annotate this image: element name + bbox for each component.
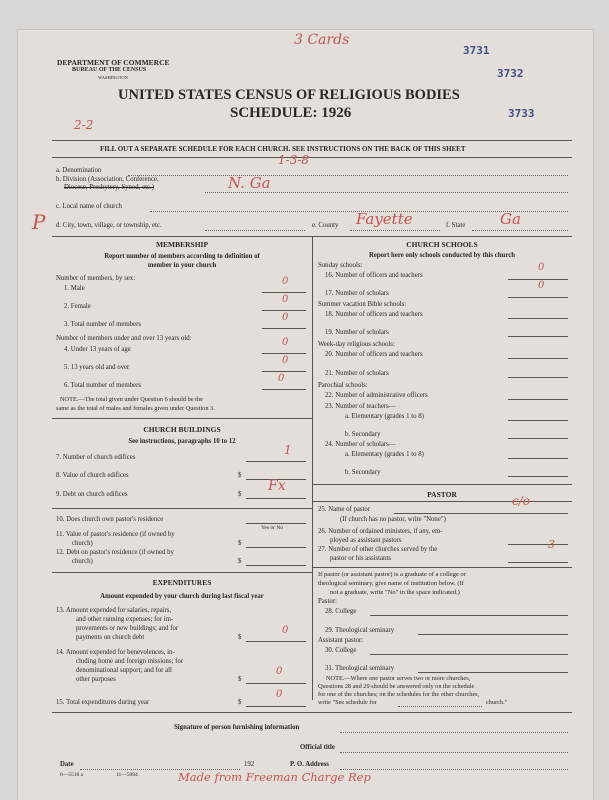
q3-answer: 0 (282, 312, 289, 323)
age-label: Number of members under and over 13 years old: (56, 335, 192, 342)
county-value: Fayette (356, 210, 413, 228)
q2-answer: 0 (282, 294, 289, 305)
q24b-label: b. Secondary (345, 469, 381, 476)
year-label: 192 (244, 761, 255, 768)
buildings-title: CHURCH BUILDINGS (143, 425, 221, 434)
q14-label-4: other purposes (76, 676, 116, 683)
po-address-label: P. O. Address (290, 761, 329, 768)
q6-label: 6. Total number of members (64, 382, 141, 389)
q23-label: 23. Number of teachers— (325, 403, 396, 410)
yes-no-hint: Yes or No (261, 525, 284, 531)
by-sex-label: Number of members, by sex: (56, 275, 136, 282)
city-label: d. City, town, village, or township, etc. (56, 222, 162, 229)
q25-answer: c/o (512, 494, 530, 508)
summer-label: Summer vacation Bible schools: (318, 301, 407, 308)
q16-label: 16. Number of officers and teachers (325, 272, 423, 279)
margin-mark: P (32, 210, 46, 234)
q14-label-2: cluding home and foreign missions; for (76, 658, 184, 665)
dollar-sign: $ (238, 676, 242, 683)
membership-title: MEMBERSHIP (155, 240, 209, 249)
q17-label: 17. Number of scholars (325, 290, 389, 297)
q21-label: 21. Number of scholars (325, 370, 389, 377)
q23b-label: b. Secondary (345, 431, 381, 438)
pastor-title: PASTOR (427, 490, 457, 499)
graduate-note-2: theological seminary, give name of institution below. (If (318, 580, 464, 587)
q13-label-3: provements or new buildings; and for (76, 625, 179, 632)
department-label: DEPARTMENT OF COMMERCE (57, 58, 170, 67)
cards-note: 3 Cards (294, 32, 350, 48)
expenditures-sub: Amount expended by your church during last fiscal year (100, 593, 264, 600)
stamp-number: 3731 (463, 44, 490, 57)
document-title: UNITED STATES CENSUS OF RELIGIOUS BODIES (118, 87, 460, 103)
pastor-note: NOTE.—Where one pastor serves two or more churches, (326, 675, 471, 682)
state-label: f. State (446, 222, 466, 229)
form-number: 6—5518 a (60, 772, 84, 778)
q12-label-2: church) (72, 558, 93, 565)
q27-label-2: pastor or his assistants (330, 555, 391, 562)
print-number: 11—5084 (116, 772, 138, 778)
division-label-2: Diocese, Presbytery, Synod, etc.) (64, 184, 154, 191)
denomination-label: a. Denomination (56, 167, 102, 174)
q14-label-3: denominational support; and for all (76, 667, 172, 674)
graduate-note-3: not a graduate, write "No" in the space indicated.) (330, 589, 460, 596)
dollar-sign: $ (238, 699, 242, 706)
state-value: Ga (500, 210, 521, 228)
q28-label: 28. College (325, 608, 357, 615)
handwritten-note: 2-2 (74, 118, 94, 132)
q4-label: 4. Under 13 years of age (64, 346, 131, 353)
pastor-note-2: Questions 28 and 29 should be answered only on the schedule (318, 683, 475, 690)
q16-answer: 0 (538, 262, 545, 273)
schedule-title: SCHEDULE: 1926 (230, 105, 352, 121)
date-label: Date (60, 761, 74, 768)
q27-answer: 3 (548, 538, 555, 551)
q2-label: 2. Female (64, 303, 91, 310)
dollar-sign: $ (238, 491, 242, 498)
q6-answer: 0 (278, 373, 285, 384)
q27-label: 27. Number of other churches served by the (318, 546, 438, 553)
q14-answer: 0 (276, 666, 283, 677)
q24-label: 24. Number of scholars— (325, 441, 396, 448)
local-name-label: c. Local name of church (56, 203, 122, 210)
q9-label: 9. Debt on church edifices (56, 491, 128, 498)
schools-title: CHURCH SCHOOLS (406, 240, 478, 249)
q11-label: 11. Value of pastor's residence (if owned by (56, 531, 175, 538)
schools-sub: Report here only schools conducted by this church (368, 252, 516, 259)
dollar-sign: $ (238, 634, 242, 641)
q14-label: 14. Amount expended for benevolences, in- (56, 649, 175, 656)
q22-label: 22. Number of administrative officers (325, 392, 428, 399)
q8-label: 8. Value of church edifices (56, 472, 129, 479)
q26-label-2: ployed as assistant pastors (330, 537, 402, 544)
q20-label: 20. Number of officers and teachers (325, 351, 423, 358)
q13-answer: 0 (282, 625, 289, 636)
q5-label: 5. 13 years old and over (64, 364, 130, 371)
county-label: e. County (312, 222, 339, 229)
dollar-sign: $ (238, 558, 242, 565)
q7-answer: 1 (284, 443, 292, 457)
q29-label: 29. Theological seminary (325, 627, 395, 634)
q4-answer: 0 (282, 337, 289, 348)
q5-answer: 0 (282, 355, 289, 366)
dollar-sign: $ (238, 472, 242, 479)
membership-note: NOTE.—The total given under Question 6 should be the (60, 396, 203, 403)
q18-label: 18. Number of officers and teachers (325, 311, 423, 318)
q15-label: 15. Total expenditures during year (56, 699, 150, 706)
q13-label-2: and other running expenses; for im- (76, 616, 174, 623)
official-title-label: Official title (300, 744, 335, 751)
division-value: N. Ga (228, 174, 271, 192)
weekday-label: Week-day religious schools: (318, 341, 395, 348)
membership-note-2: same as the total of males and females given under Question 3. (56, 405, 215, 412)
q15-answer: 0 (276, 689, 283, 700)
handwritten-footer-note: Made from Freeman Charge Rep (178, 770, 371, 784)
pastor-note-5: church." (486, 699, 508, 706)
q7-label: 7. Number of church edifices (56, 454, 136, 461)
stamp-number: 3733 (508, 107, 535, 120)
assistant-label: Assistant pastor: (318, 637, 364, 644)
instruction-banner: FILL OUT A SEPARATE SCHEDULE FOR EACH CHURCH. SEE INSTRUCTIONS ON THE BACK OF THIS SHEET (100, 145, 466, 153)
pastor-note-3: for one of the churches; on the schedules for the other churches, (318, 691, 480, 698)
q3-label: 3. Total number of members (64, 321, 141, 328)
q11-label-2: church) (72, 540, 93, 547)
q31-label: 31. Theological seminary (325, 665, 395, 672)
q25-label: 25. Name of pastor (318, 506, 371, 513)
buildings-sub: See instructions, paragraphs 10 to 12 (128, 438, 236, 445)
q19-label: 19. Number of scholars (325, 329, 389, 336)
q23a-label: a. Elementary (grades 1 to 8) (345, 413, 424, 420)
q1-answer: 0 (282, 276, 289, 287)
q24a-label: a. Elementary (grades 1 to 8) (345, 451, 424, 458)
sunday-label: Sunday schools: (318, 262, 363, 269)
graduate-note: If pastor (or assistant pastor) is a graduate of a college or (318, 571, 466, 578)
expenditures-title: EXPENDITURES (152, 578, 212, 587)
q25-hint: (If church has no pastor, write "None") (340, 516, 446, 523)
pastor-note-4: write "See schedule for (318, 699, 377, 706)
bureau-label: BUREAU OF THE CENSUS (72, 67, 147, 73)
division-label: b. Division (Association, Conference, (56, 176, 159, 183)
signature-label: Signature of person furnishing information (174, 724, 300, 731)
q1-label: 1. Male (64, 285, 85, 292)
q13-label: 13. Amount expended for salaries, repairs, (56, 607, 172, 614)
membership-sub: Report number of members according to definition of (104, 253, 260, 260)
q10-label: 10. Does church own pastor's residence (56, 516, 164, 523)
dollar-sign: $ (238, 540, 242, 547)
city-label: WASHINGTON (98, 75, 128, 80)
q30-label: 30. College (325, 647, 357, 654)
stamp-number: 3732 (497, 67, 524, 80)
pastor-label: Pastor: (318, 598, 337, 605)
code-note: 1-3-8 (278, 153, 310, 167)
q26-label: 26. Number of ordained ministers, if any, em- (318, 528, 443, 535)
q12-label: 12. Debt on pastor's residence (if owned by (56, 549, 174, 556)
q13-label-4: payments on church debt (76, 634, 145, 641)
parochial-label: Parochial schools: (318, 382, 368, 389)
membership-sub: member in your church (147, 262, 217, 269)
q9-answer: Fx (268, 478, 286, 494)
q17-answer: 0 (538, 280, 545, 291)
